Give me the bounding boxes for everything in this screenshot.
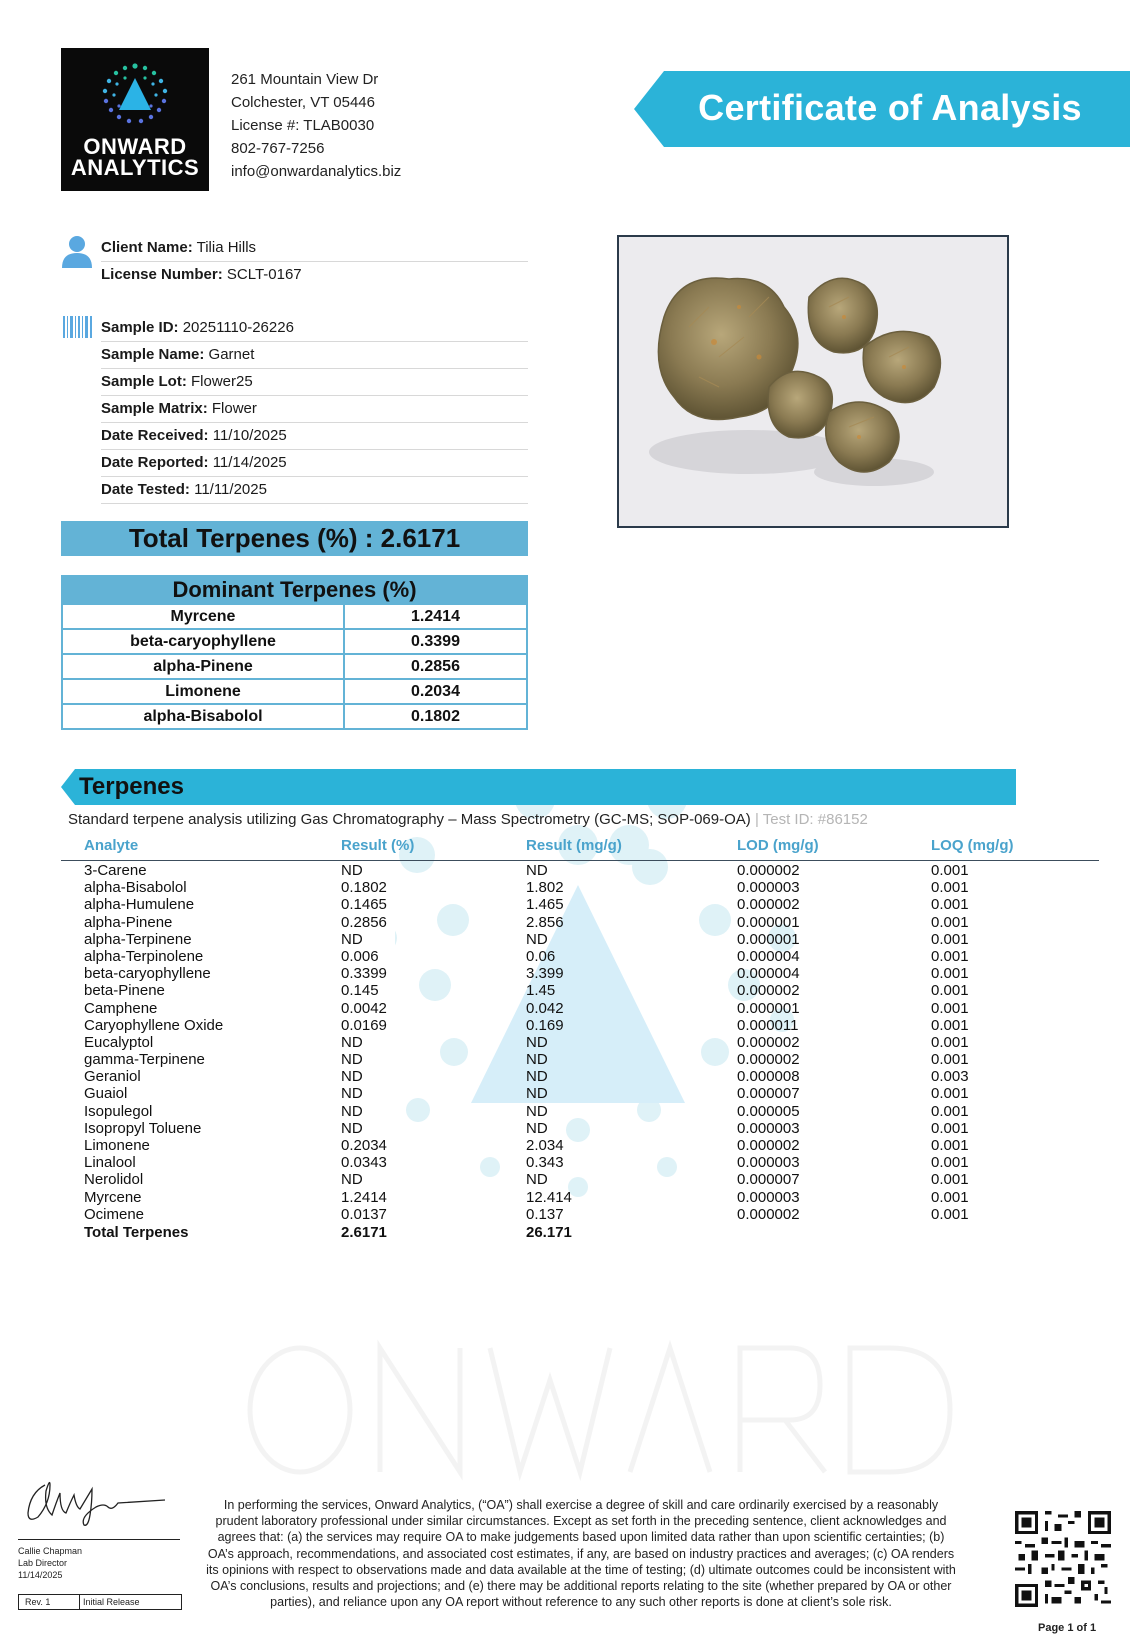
col-header-loq: LOQ (mg/g)	[931, 837, 1014, 854]
analyte-cell: beta-Pinene	[84, 982, 165, 1000]
analyte-cell: alpha-Pinene	[84, 913, 173, 931]
lab-email: info@onwardanalytics.biz	[231, 163, 402, 180]
lab-license: License #: TLAB0030	[231, 117, 375, 134]
dominant-value: 1.2414	[344, 604, 527, 629]
terpenes-section-title: Terpenes	[79, 773, 184, 800]
dominant-name: Limonene	[62, 679, 344, 704]
method-description	[68, 810, 868, 830]
lab-phone: 802-767-7256	[231, 140, 325, 157]
lod-cell: 0.000004	[737, 947, 800, 965]
release-status: Initial Release	[83, 1597, 140, 1607]
result-mgg-cell: 0.137	[526, 1205, 564, 1223]
sample-label: Date Tested:	[101, 481, 190, 498]
table-row	[62, 679, 527, 704]
result-mgg-cell: 3.399	[526, 965, 564, 983]
revision-number: Rev. 1	[25, 1597, 51, 1607]
analyte-cell: 3-Carene	[84, 862, 147, 879]
sample-row	[101, 315, 528, 342]
result-percent-cell: 0.1802	[341, 879, 387, 897]
sample-label: Date Reported:	[101, 454, 209, 471]
result-mgg-cell: 0.169	[526, 1016, 564, 1034]
result-percent-cell: ND	[341, 1102, 363, 1120]
result-percent-cell: 0.0343	[341, 1154, 387, 1172]
sample-value: 11/10/2025	[212, 427, 287, 444]
loq-cell: 0.001	[931, 1137, 969, 1154]
result-mgg-cell: ND	[526, 1171, 548, 1189]
result-percent-cell: 0.2034	[341, 1137, 387, 1154]
qr-code[interactable]	[1015, 1511, 1111, 1607]
sample-label: Date Received:	[101, 427, 209, 444]
loq-cell: 0.001	[931, 1119, 969, 1137]
sample-value: Garnet	[208, 346, 255, 363]
table-row	[62, 654, 527, 679]
result-percent-cell: ND	[341, 1051, 363, 1069]
loq-cell: 0.001	[931, 896, 969, 914]
lod-cell: 0.000001	[737, 930, 800, 948]
dominant-value: 0.1802	[344, 704, 527, 729]
loq-cell: 0.001	[931, 913, 969, 931]
person-icon	[61, 234, 93, 268]
table-row	[62, 704, 527, 729]
analyte-cell: alpha-Terpinolene	[84, 947, 204, 965]
result-percent-cell: 1.2414	[341, 1188, 387, 1206]
result-mgg-cell: ND	[526, 1051, 548, 1069]
result-mgg-cell: ND	[526, 862, 548, 879]
result-percent-cell: ND	[341, 1171, 363, 1189]
loq-cell: 0.001	[931, 930, 969, 948]
result-percent-cell: ND	[341, 1068, 363, 1086]
lod-cell: 0.000004	[737, 965, 800, 983]
loq-cell: 0.001	[931, 879, 969, 897]
flower-buds-image	[619, 237, 1007, 526]
dominant-name: Myrcene	[62, 604, 344, 629]
result-mgg-cell: 1.802	[526, 879, 564, 897]
barcode-icon	[63, 316, 93, 338]
result-percent-cell: ND	[341, 1119, 363, 1137]
sample-value: 20251110-26226	[182, 319, 294, 336]
lab-contact-info	[231, 68, 401, 183]
loq-cell: 0.001	[931, 1102, 969, 1120]
client-license-row	[101, 262, 528, 289]
sample-label: Sample Name:	[101, 346, 205, 363]
signer-name: Callie Chapman	[18, 1546, 83, 1556]
result-mgg-cell: ND	[526, 1119, 548, 1137]
loq-cell: 0.001	[931, 1016, 969, 1034]
analyte-cell: Isopropyl Toluene	[84, 1119, 202, 1137]
result-mgg-cell: 0.042	[526, 999, 564, 1017]
result-mgg-cell: ND	[526, 1033, 548, 1051]
revision-divider	[79, 1595, 80, 1609]
loq-cell: 0.001	[931, 1205, 969, 1223]
sample-value: 11/14/2025	[212, 454, 287, 471]
result-mgg-cell: 1.45	[526, 982, 556, 1000]
result-percent-cell: 0.006	[341, 947, 379, 965]
loq-cell: 0.001	[931, 862, 969, 879]
analyte-cell: Isopulegol	[84, 1102, 153, 1120]
total-terpenes-summary: Total Terpenes (%) : 2.6171	[61, 521, 528, 556]
result-mgg-cell: 1.465	[526, 896, 564, 914]
result-percent-cell: 0.145	[341, 982, 379, 1000]
loq-cell: 0.001	[931, 999, 969, 1017]
col-header-result-mgg: Result (mg/g)	[526, 837, 622, 854]
result-mgg-cell: 12.414	[526, 1188, 572, 1206]
dominant-terpenes-title: Dominant Terpenes (%)	[62, 576, 527, 604]
result-mgg-cell: ND	[526, 1085, 548, 1103]
result-percent-cell: ND	[341, 862, 363, 879]
loq-cell: 0.003	[931, 1068, 969, 1086]
sample-row	[101, 396, 528, 423]
sample-value: Flower25	[191, 373, 253, 390]
dominant-value: 0.2856	[344, 654, 527, 679]
analyte-cell: Myrcene	[84, 1188, 142, 1206]
col-header-analyte: Analyte	[84, 837, 139, 854]
terpenes-banner-shape	[61, 769, 1016, 805]
lod-cell: 0.000002	[737, 1051, 800, 1069]
dominant-value: 0.2034	[344, 679, 527, 704]
analyte-cell: Eucalyptol	[84, 1033, 154, 1051]
document-title: Certificate of Analysis	[698, 87, 1082, 128]
dominant-name: alpha-Pinene	[62, 654, 344, 679]
sample-label: Sample Lot:	[101, 373, 187, 390]
analyte-cell: alpha-Bisabolol	[84, 879, 187, 897]
total-mgg: 26.171	[526, 1223, 572, 1241]
dominant-value: 0.3399	[344, 629, 527, 654]
result-percent-cell: 0.0137	[341, 1205, 387, 1223]
signer-block	[18, 1545, 82, 1581]
result-mgg-cell: ND	[526, 930, 548, 948]
result-mgg-cell: ND	[526, 1102, 548, 1120]
result-mgg-cell: 0.06	[526, 947, 556, 965]
legal-disclaimer: In performing the services, Onward Analytics, (“OA”) shall exercise a degree of skill and care ordinarily exercised by a reasonably prudent laboratory professional under similar circumstances. Except as set forth in the preceding sentence, client acknowledges and agrees that: (a) the services may require OA to make judgements based upon limited data rather than upon scientific certainties; (b) OA’s approach, recommendations, and associated cost estimates, if any, are based on industry practices and averages; (c) OA renders its opinions with respect to observations made and data available at the time of testing; (d) ultimate outcomes could be inconsistent with OA’s conclusions, results and projections; and (e) there may be additional reports relating to the site (whether prepared by OA or other parties), and reliance upon any OA report without reference to any such other reports is done at client’s sole risk.	[206, 1498, 956, 1610]
signature-image	[20, 1473, 170, 1533]
lod-cell: 0.000002	[737, 982, 800, 1000]
analyte-cell: alpha-Humulene	[84, 896, 195, 914]
test-id: | Test ID: #86152	[750, 811, 868, 828]
loq-cell: 0.001	[931, 1154, 969, 1172]
revision-box	[18, 1594, 182, 1610]
analyte-cell: gamma-Terpinene	[84, 1051, 205, 1069]
analyte-cell: Ocimene	[84, 1205, 145, 1223]
analyte-cell: Geraniol	[84, 1068, 141, 1086]
sample-label: Sample Matrix:	[101, 400, 208, 417]
signature-line	[18, 1539, 180, 1540]
result-percent-cell: 0.2856	[341, 913, 387, 931]
col-header-result-percent: Result (%)	[341, 837, 415, 854]
signer-date: 11/14/2025	[18, 1570, 63, 1580]
logo-line-2: ANALYTICS	[70, 155, 200, 180]
result-mgg-cell: 2.856	[526, 913, 564, 931]
lod-cell: 0.000002	[737, 896, 800, 914]
result-percent-cell: 0.1465	[341, 896, 387, 914]
sample-row	[101, 369, 528, 396]
lod-cell: 0.000008	[737, 1068, 800, 1086]
lod-cell: 0.000002	[737, 1033, 800, 1051]
analyte-cell: Guaiol	[84, 1085, 128, 1103]
lab-address-line-1: 261 Mountain View Dr	[231, 71, 379, 88]
analyte-cell: Camphene	[84, 999, 158, 1017]
loq-cell: 0.001	[931, 1033, 969, 1051]
analyte-cell: beta-caryophyllene	[84, 965, 211, 983]
lod-cell: 0.000011	[737, 1016, 799, 1034]
logo-dots-icon	[91, 60, 179, 132]
dominant-terpenes-table	[61, 575, 528, 730]
lod-cell: 0.000005	[737, 1102, 800, 1120]
total-percent: 2.6171	[341, 1223, 387, 1241]
loq-cell: 0.001	[931, 1188, 969, 1206]
dominant-name: alpha-Bisabolol	[62, 704, 344, 729]
sample-value: 11/11/2025	[194, 481, 267, 498]
result-percent-cell: ND	[341, 1033, 363, 1051]
table-row	[62, 629, 527, 654]
loq-cell: 0.001	[931, 1171, 969, 1189]
sample-row	[101, 450, 528, 477]
lab-address-line-2: Colchester, VT 05446	[231, 94, 375, 111]
lod-cell: 0.000003	[737, 879, 800, 897]
lod-cell: 0.000002	[737, 1137, 800, 1154]
lod-cell: 0.000002	[737, 862, 800, 879]
client-license-value: SCLT-0167	[226, 266, 302, 283]
header-divider	[61, 860, 1099, 861]
result-percent-cell: 0.0169	[341, 1016, 387, 1034]
loq-cell: 0.001	[931, 982, 969, 1000]
analyte-cell: Caryophyllene Oxide	[84, 1016, 224, 1034]
result-percent-cell: 0.3399	[341, 965, 387, 983]
loq-cell: 0.001	[931, 965, 969, 983]
result-mgg-cell: 2.034	[526, 1137, 564, 1154]
dominant-name: beta-caryophyllene	[62, 629, 344, 654]
loq-cell: 0.001	[931, 1085, 969, 1103]
loq-cell: 0.001	[931, 947, 969, 965]
lod-cell: 0.000002	[737, 1205, 800, 1223]
analyte-cell: Nerolidol	[84, 1171, 144, 1189]
client-name-label: Client Name:	[101, 239, 193, 256]
table-row	[62, 604, 527, 629]
company-logo	[61, 48, 209, 191]
sample-row	[101, 477, 528, 504]
lod-cell: 0.000007	[737, 1085, 800, 1103]
lod-cell: 0.000001	[737, 913, 800, 931]
analyte-cell: Limonene	[84, 1137, 150, 1154]
sample-photo	[617, 235, 1009, 528]
result-mgg-cell: ND	[526, 1068, 548, 1086]
result-percent-cell: ND	[341, 930, 363, 948]
client-license-label: License Number:	[101, 266, 223, 283]
result-percent-cell: 0.0042	[341, 999, 387, 1017]
background-watermark-text	[240, 1330, 980, 1510]
lod-cell: 0.000007	[737, 1171, 800, 1189]
analyte-cell: alpha-Terpinene	[84, 930, 192, 948]
sample-info	[101, 315, 528, 504]
loq-cell: 0.001	[931, 1051, 969, 1069]
signer-title: Lab Director	[18, 1558, 68, 1568]
analyte-cell: Linalool	[84, 1154, 136, 1172]
client-info	[101, 235, 528, 289]
sample-value: Flower	[211, 400, 257, 417]
method-text: Standard terpene analysis utilizing Gas Chromatography – Mass Spectrometry (GC-MS; SOP-069-OA)	[68, 811, 751, 828]
result-mgg-cell: 0.343	[526, 1154, 564, 1172]
sample-label: Sample ID:	[101, 319, 179, 336]
col-header-lod: LOD (mg/g)	[737, 837, 819, 854]
client-name-value: Tilia Hills	[196, 239, 257, 256]
result-percent-cell: ND	[341, 1085, 363, 1103]
logo-line-1: ONWARD	[83, 134, 187, 159]
total-label: Total Terpenes	[84, 1223, 189, 1241]
lod-cell: 0.000003	[737, 1119, 800, 1137]
lod-cell: 0.000001	[737, 999, 800, 1017]
page-number: Page 1 of 1	[1038, 1622, 1097, 1634]
sample-row	[101, 342, 528, 369]
client-name-row	[101, 235, 528, 262]
lod-cell: 0.000003	[737, 1188, 800, 1206]
lod-cell: 0.000003	[737, 1154, 800, 1172]
sample-row	[101, 423, 528, 450]
